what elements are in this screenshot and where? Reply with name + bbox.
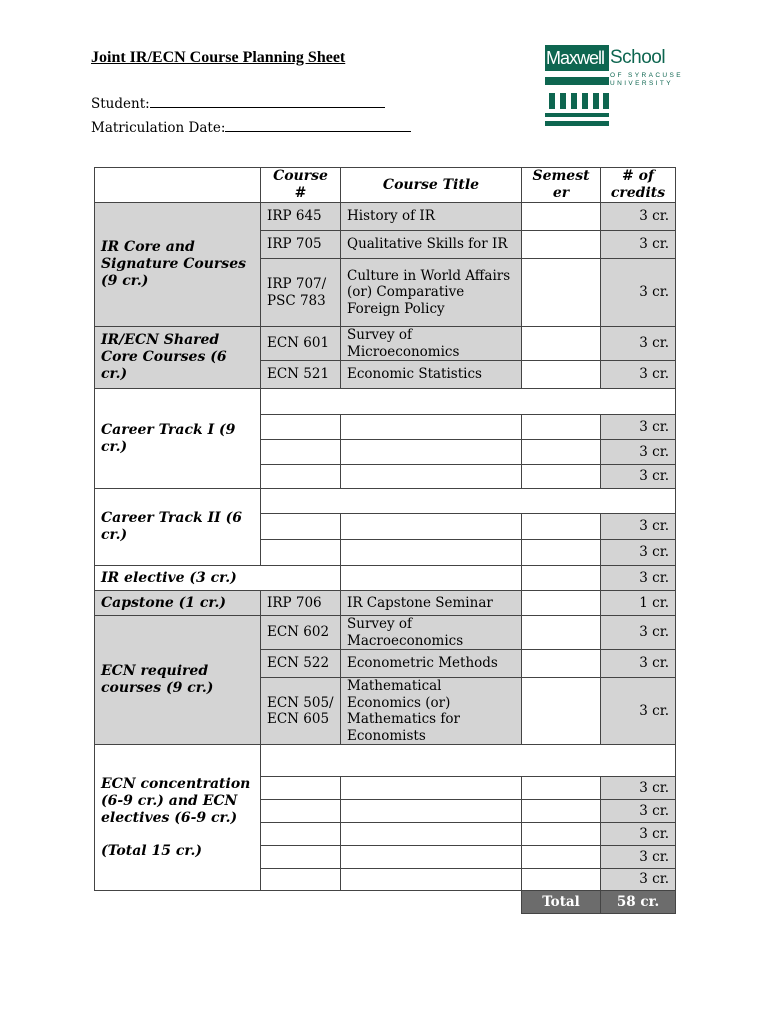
table-row — [95, 745, 676, 777]
credits-cell: 3 cr. — [601, 777, 676, 800]
student-field[interactable] — [91, 93, 385, 112]
semester-cell[interactable] — [522, 616, 601, 650]
header-semester: Semest er — [522, 168, 601, 203]
credits-cell: 3 cr. — [601, 846, 676, 869]
semester-cell[interactable] — [522, 203, 601, 231]
course-title-input[interactable] — [341, 777, 522, 800]
semester-cell[interactable] — [522, 465, 601, 489]
logo-base — [545, 121, 609, 126]
semester-cell[interactable] — [522, 823, 601, 846]
credits-cell: 1 cr. — [601, 591, 676, 616]
course-title: Survey of Macroeconomics — [341, 616, 522, 650]
semester-cell[interactable] — [522, 540, 601, 566]
course-num-input[interactable] — [261, 465, 341, 489]
course-title: Qualitative Skills for IR — [341, 231, 522, 259]
credits-cell: 3 cr. — [601, 616, 676, 650]
course-title: Economic Statistics — [341, 361, 522, 389]
section-ecn-required: ECN required courses (9 cr.) — [95, 616, 261, 745]
table-row — [95, 327, 676, 361]
credits-cell: 3 cr. — [601, 540, 676, 566]
credits-cell: 3 cr. — [601, 566, 676, 591]
matriculation-label: Matriculation Date: — [91, 120, 226, 136]
section-ecn-concentration — [95, 745, 261, 891]
semester-cell[interactable] — [522, 415, 601, 440]
header-credits: # of credits — [601, 168, 676, 203]
course-num: IRP 705 — [261, 231, 341, 259]
semester-cell[interactable] — [522, 591, 601, 616]
page-title: Joint IR/ECN Course Planning Sheet — [91, 49, 346, 66]
table-row — [95, 591, 676, 616]
course-title-input[interactable] — [341, 846, 522, 869]
logo-sub1: OF SYRACUSE — [610, 72, 683, 79]
course-num: ECN 601 — [261, 327, 341, 361]
course-num: IRP 707/ PSC 783 — [261, 259, 341, 327]
credits-cell: 3 cr. — [601, 231, 676, 259]
course-num-input[interactable] — [261, 440, 341, 465]
credits-cell: 3 cr. — [601, 203, 676, 231]
header-course-title: Course Title — [341, 168, 522, 203]
logo-maxwell: Maxwell — [545, 45, 609, 71]
course-title: IR Capstone Seminar — [341, 591, 522, 616]
table-row — [95, 389, 676, 415]
section-ir-core: IR Core and Signature Courses (9 cr.) — [95, 203, 261, 327]
course-num: ECN 505/ ECN 605 — [261, 678, 341, 745]
spacer-cell — [261, 389, 676, 415]
credits-cell: 3 cr. — [601, 361, 676, 389]
total-label: Total — [522, 891, 601, 914]
course-planning-table — [94, 167, 676, 914]
spacer-cell — [261, 489, 676, 514]
table-row — [95, 203, 676, 231]
credits-cell: 3 cr. — [601, 440, 676, 465]
maxwell-school-logo — [545, 45, 685, 130]
course-title-input[interactable] — [341, 823, 522, 846]
semester-cell[interactable] — [522, 650, 601, 678]
course-title: Econometric Methods — [341, 650, 522, 678]
section-capstone: Capstone (1 cr.) — [95, 591, 261, 616]
credits-cell: 3 cr. — [601, 259, 676, 327]
course-title-input[interactable] — [341, 415, 522, 440]
course-num-input[interactable] — [261, 869, 341, 891]
section-shared-core: IR/ECN Shared Core Courses (6 cr.) — [95, 327, 261, 389]
credits-cell: 3 cr. — [601, 869, 676, 891]
semester-cell[interactable] — [522, 440, 601, 465]
course-title-input[interactable] — [341, 440, 522, 465]
course-title-input[interactable] — [341, 800, 522, 823]
semester-cell[interactable] — [522, 327, 601, 361]
logo-sub2: UNIVERSITY — [610, 80, 674, 87]
credits-cell: 3 cr. — [601, 415, 676, 440]
total-value: 58 cr. — [601, 891, 676, 914]
course-num-input[interactable] — [261, 823, 341, 846]
logo-pediment — [545, 77, 609, 85]
course-num-input[interactable] — [261, 540, 341, 566]
course-title: Mathematical Economics (or) Mathematics for Economists — [341, 678, 522, 745]
course-title-input[interactable] — [341, 514, 522, 540]
course-title: Culture in World Affairs (or) Comparative Foreign Policy — [341, 259, 522, 327]
table-row — [95, 489, 676, 514]
logo-school: School — [610, 47, 666, 68]
semester-cell[interactable] — [522, 259, 601, 327]
credits-cell: 3 cr. — [601, 650, 676, 678]
credits-cell: 3 cr. — [601, 465, 676, 489]
credits-cell: 3 cr. — [601, 823, 676, 846]
spacer-cell — [261, 745, 676, 777]
course-title-input[interactable] — [341, 540, 522, 566]
table-row — [95, 616, 676, 650]
table-header-row — [95, 168, 676, 203]
course-title: History of IR — [341, 203, 522, 231]
semester-cell[interactable] — [522, 869, 601, 891]
semester-cell[interactable] — [522, 566, 601, 591]
course-num-input[interactable] — [261, 415, 341, 440]
semester-cell[interactable] — [522, 361, 601, 389]
header-empty — [95, 168, 261, 203]
header-course-num: Course # — [261, 168, 341, 203]
course-num: IRP 706 — [261, 591, 341, 616]
student-label: Student: — [91, 96, 150, 112]
course-num: ECN 521 — [261, 361, 341, 389]
semester-cell[interactable] — [522, 800, 601, 823]
course-title-input[interactable] — [341, 566, 522, 591]
table-row — [95, 566, 676, 591]
course-num: IRP 645 — [261, 203, 341, 231]
credits-cell: 3 cr. — [601, 678, 676, 745]
student-input-line[interactable] — [150, 93, 385, 108]
course-num: ECN 522 — [261, 650, 341, 678]
logo-pillars-icon — [545, 89, 609, 115]
course-num: ECN 602 — [261, 616, 341, 650]
semester-cell[interactable] — [522, 514, 601, 540]
course-num-input[interactable] — [261, 800, 341, 823]
ecn-concentration-label: ECN concentration (6-9 cr.) and ECN electives (6-9 cr.) — [101, 775, 251, 826]
section-ir-elective: IR elective (3 cr.) — [95, 566, 341, 591]
course-title: Survey of Microeconomics — [341, 327, 522, 361]
semester-cell[interactable] — [522, 678, 601, 745]
matriculation-input-line[interactable] — [225, 117, 411, 132]
section-career-track-2: Career Track II (6 cr.) — [95, 489, 261, 566]
semester-cell[interactable] — [522, 846, 601, 869]
course-title-input[interactable] — [341, 465, 522, 489]
course-num-input[interactable] — [261, 777, 341, 800]
credits-cell: 3 cr. — [601, 514, 676, 540]
credits-cell: 3 cr. — [601, 800, 676, 823]
credits-cell: 3 cr. — [601, 327, 676, 361]
total-row — [95, 891, 676, 914]
course-title-input[interactable] — [341, 869, 522, 891]
course-num-input[interactable] — [261, 846, 341, 869]
course-num-input[interactable] — [261, 514, 341, 540]
semester-cell[interactable] — [522, 777, 601, 800]
logo-step — [545, 113, 609, 117]
ecn-concentration-total: (Total 15 cr.) — [101, 842, 202, 859]
matriculation-field[interactable] — [91, 117, 411, 136]
semester-cell[interactable] — [522, 231, 601, 259]
section-career-track-1: Career Track I (9 cr.) — [95, 389, 261, 489]
